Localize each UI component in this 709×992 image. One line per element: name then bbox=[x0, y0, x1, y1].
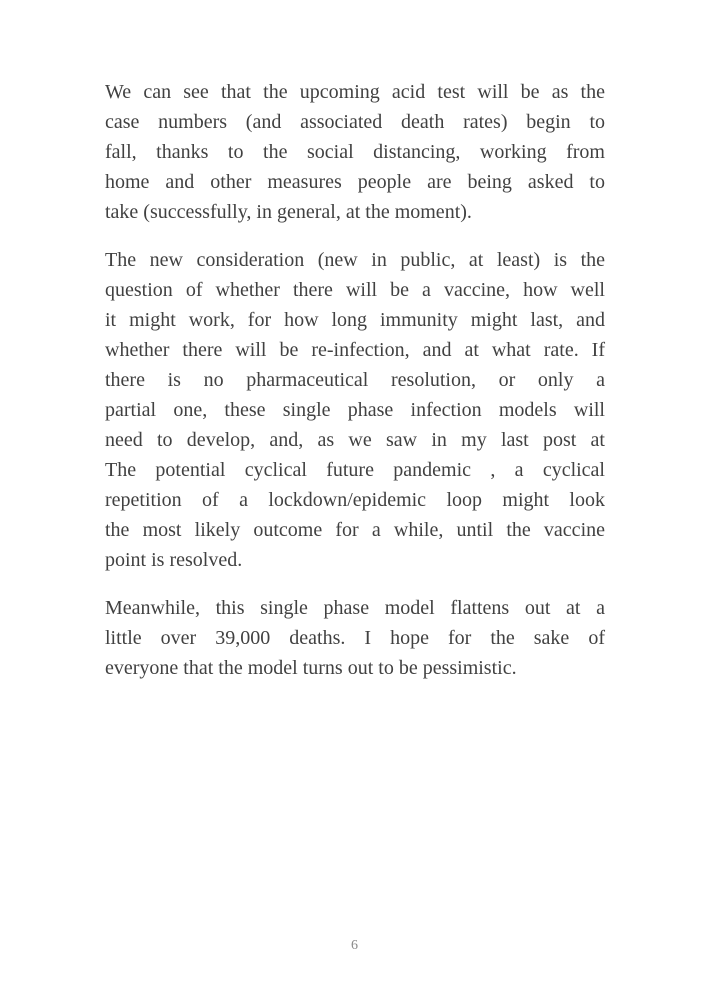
text-line: partial one, these single phase infection models will bbox=[105, 399, 605, 421]
text-line: it might work, for how long immunity might last, and bbox=[105, 309, 605, 331]
text-line: The new consideration (new in public, at least) is the bbox=[105, 249, 605, 271]
text-line: whether there will be re-infection, and at what rate. If bbox=[105, 339, 605, 361]
text-line: Meanwhile, this single phase model flattens out at a bbox=[105, 597, 605, 619]
text-line: everyone that the model turns out to be pessimistic. bbox=[105, 657, 517, 679]
paragraph bbox=[105, 593, 605, 683]
text-line: fall, thanks to the social distancing, working from bbox=[105, 141, 605, 163]
page-text-block bbox=[105, 77, 605, 701]
page-number: 6 bbox=[351, 938, 358, 953]
text-line: We can see that the upcoming acid test will be as the bbox=[105, 81, 605, 103]
text-line: the most likely outcome for a while, until the vaccine bbox=[105, 519, 605, 541]
paragraph bbox=[105, 77, 605, 227]
text-line: case numbers (and associated death rates) begin to bbox=[105, 111, 605, 133]
text-line: point is resolved. bbox=[105, 549, 243, 571]
text-line: there is no pharmaceutical resolution, or only a bbox=[105, 369, 605, 391]
paragraph bbox=[105, 245, 605, 575]
text-line: take (successfully, in general, at the moment). bbox=[105, 201, 472, 223]
text-line: need to develop, and, as we saw in my last post at bbox=[105, 429, 605, 451]
text-line: question of whether there will be a vaccine, how well bbox=[105, 279, 605, 301]
text-line: repetition of a lockdown/epidemic loop might look bbox=[105, 489, 605, 511]
text-line: home and other measures people are being asked to bbox=[105, 171, 605, 193]
text-line: The potential cyclical future pandemic , a cyclical bbox=[105, 459, 605, 481]
text-line: little over 39,000 deaths. I hope for the sake of bbox=[105, 627, 605, 649]
